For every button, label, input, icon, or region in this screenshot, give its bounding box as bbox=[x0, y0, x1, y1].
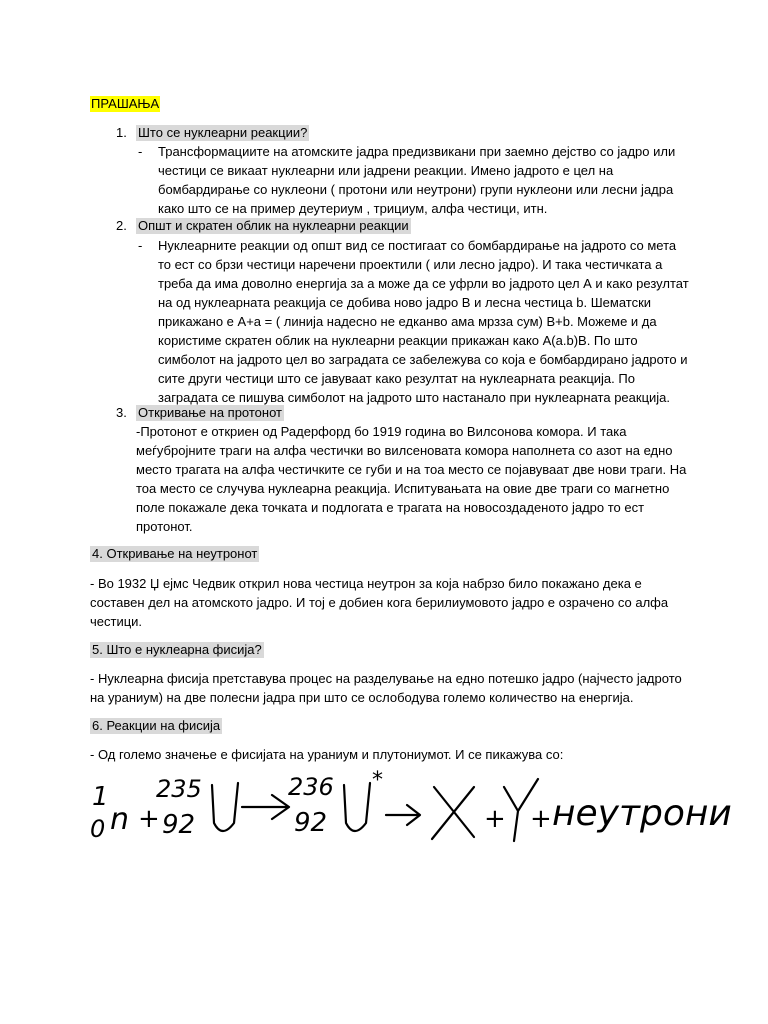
page-title: ПРАШАЊА bbox=[91, 96, 160, 111]
handwritten-fission-equation bbox=[82, 765, 732, 845]
q2-line: Нуклеарните реакции од општ вид се постигаат со бомбардирање на јадрото со мета bbox=[158, 238, 677, 253]
neutron-symbol: n bbox=[110, 802, 130, 837]
q2-line: на од нуклеарната реакција се добива ново јадро В и лесна честица b. Шематски bbox=[158, 295, 652, 310]
neutron-charge-number: 0 bbox=[90, 815, 106, 843]
q3-answer bbox=[136, 422, 686, 536]
uranium-235-symbol bbox=[212, 783, 238, 831]
q1-line: бомбардирање со нуклеони ( протони или неутрони) групи нуклеони или лесни јадра bbox=[158, 182, 674, 197]
reaction-arrow bbox=[242, 795, 289, 819]
s4-line: честици. bbox=[90, 614, 143, 629]
q3-line: поле покажале дека точката и подлогата е трагата на новосоздаденото јадро то ест bbox=[136, 500, 645, 515]
q3-line: место трагата на алфа честичките се губи и на тоа место се појавуваат две нови траги. На bbox=[136, 462, 687, 477]
q1-answer bbox=[158, 142, 675, 218]
q1-line: честици се викаат нуклеарни или јадрени реакции. Имено јадрото е цел на bbox=[158, 163, 614, 178]
s4-answer bbox=[90, 574, 668, 631]
q2-line: треба да има доволно енергија за а може да се уфрли во јадрото цел А и како резултат bbox=[158, 276, 689, 291]
excited-state-star: * bbox=[372, 768, 383, 793]
s6-answer bbox=[90, 745, 563, 764]
q3-line: тоа место се случува нуклеарна реакција. Испитувањата на овие две траги со магнетно bbox=[136, 481, 670, 496]
product-x-symbol bbox=[432, 787, 474, 839]
s5-line: на ураниум) на две полесни јадра при што се ослободува големо количество на енергија. bbox=[90, 690, 634, 705]
s4-line: составен дел на атомското јадро. И тој е добиен кога берилиумовото јадро е озрачено со алфа bbox=[90, 595, 669, 610]
s6-line: - Од големо значење е фисијата на ураниум и плутониумот. И се пикажува со: bbox=[90, 747, 564, 762]
q2-number: 2. bbox=[116, 218, 127, 233]
q1-number: 1. bbox=[116, 125, 127, 140]
u236-charge-number: 92 bbox=[294, 808, 328, 838]
s6-heading: 6. Реакции на фисија bbox=[92, 718, 221, 733]
q3-line: -Протонот е откриен од Радерфорд бо 1919 година во Вилсонова комора. И така bbox=[136, 424, 627, 439]
s4-line: - Во 1932 Џ ејмс Чедвик открил нова честица неутрон за која набрзо било покажано дека е bbox=[90, 576, 642, 591]
q2-line: користиме скратен облик на нуклеарни реакции прикажан како А(а.b)B. По што bbox=[158, 333, 638, 348]
q2-answer bbox=[158, 236, 689, 407]
q3-number: 3. bbox=[116, 405, 127, 420]
s5-heading: 5. Што е нуклеарна фисија? bbox=[92, 642, 262, 657]
q3-heading: Откривање на протонот bbox=[138, 405, 282, 420]
q2-line: заградата се пишува симболот на јадрото што настанало при нуклеарната реакција. bbox=[158, 390, 671, 405]
q2-line: прикажано е А+а = ( линија надесно не едканво ама мрзза сум) B+b. Можеме и да bbox=[158, 314, 657, 329]
neutrons-word: неутрони bbox=[552, 793, 732, 834]
u235-mass-number: 235 bbox=[156, 775, 202, 803]
u236-mass-number: 236 bbox=[288, 773, 334, 801]
u235-charge-number: 92 bbox=[162, 810, 196, 840]
q2-heading: Општ и скратен облик на нуклеарни реакции bbox=[138, 218, 409, 233]
q2-line: симболот на јадрото цел во заградата се забележува со која е бомбардирано јадрото и bbox=[158, 352, 688, 367]
plus-sign: + bbox=[138, 804, 160, 834]
q3-line: протонот. bbox=[136, 519, 193, 534]
q1-heading: Што се нуклеарни реакции? bbox=[138, 125, 308, 140]
uranium-236-symbol bbox=[344, 783, 370, 831]
plus-sign: + bbox=[484, 804, 506, 834]
q1-line: Трансформациите на атомските јадра предизвикани при заемно дејство со јадро или bbox=[158, 144, 676, 159]
q1-line: како што се на пример деутериум , трициум, алфа честици, итн. bbox=[158, 201, 548, 216]
neutron-mass-number: 1 bbox=[92, 782, 109, 812]
q3-line: меѓубројните траги на алфа честички во вилсеновата комора наполнета со азот на едно bbox=[136, 443, 673, 458]
q2-line: сите други честици што се јавуваат како резултат на нуклеарната реакција. По bbox=[158, 371, 635, 386]
s5-line: - Нуклеарна фисија претставува процес на разделување на едно потешко јадро (најчесто јадрото bbox=[90, 671, 682, 686]
reaction-arrow bbox=[386, 805, 420, 825]
q1-dash: - bbox=[138, 144, 143, 159]
q2-dash: - bbox=[138, 238, 143, 253]
q2-line: то ест со брзи честици наречени проектили ( или лесно јадро). И така честичката а bbox=[158, 257, 663, 272]
s4-heading: 4. Откривање на неутронот bbox=[92, 546, 258, 561]
plus-sign: + bbox=[530, 804, 552, 834]
s5-answer bbox=[90, 669, 682, 707]
